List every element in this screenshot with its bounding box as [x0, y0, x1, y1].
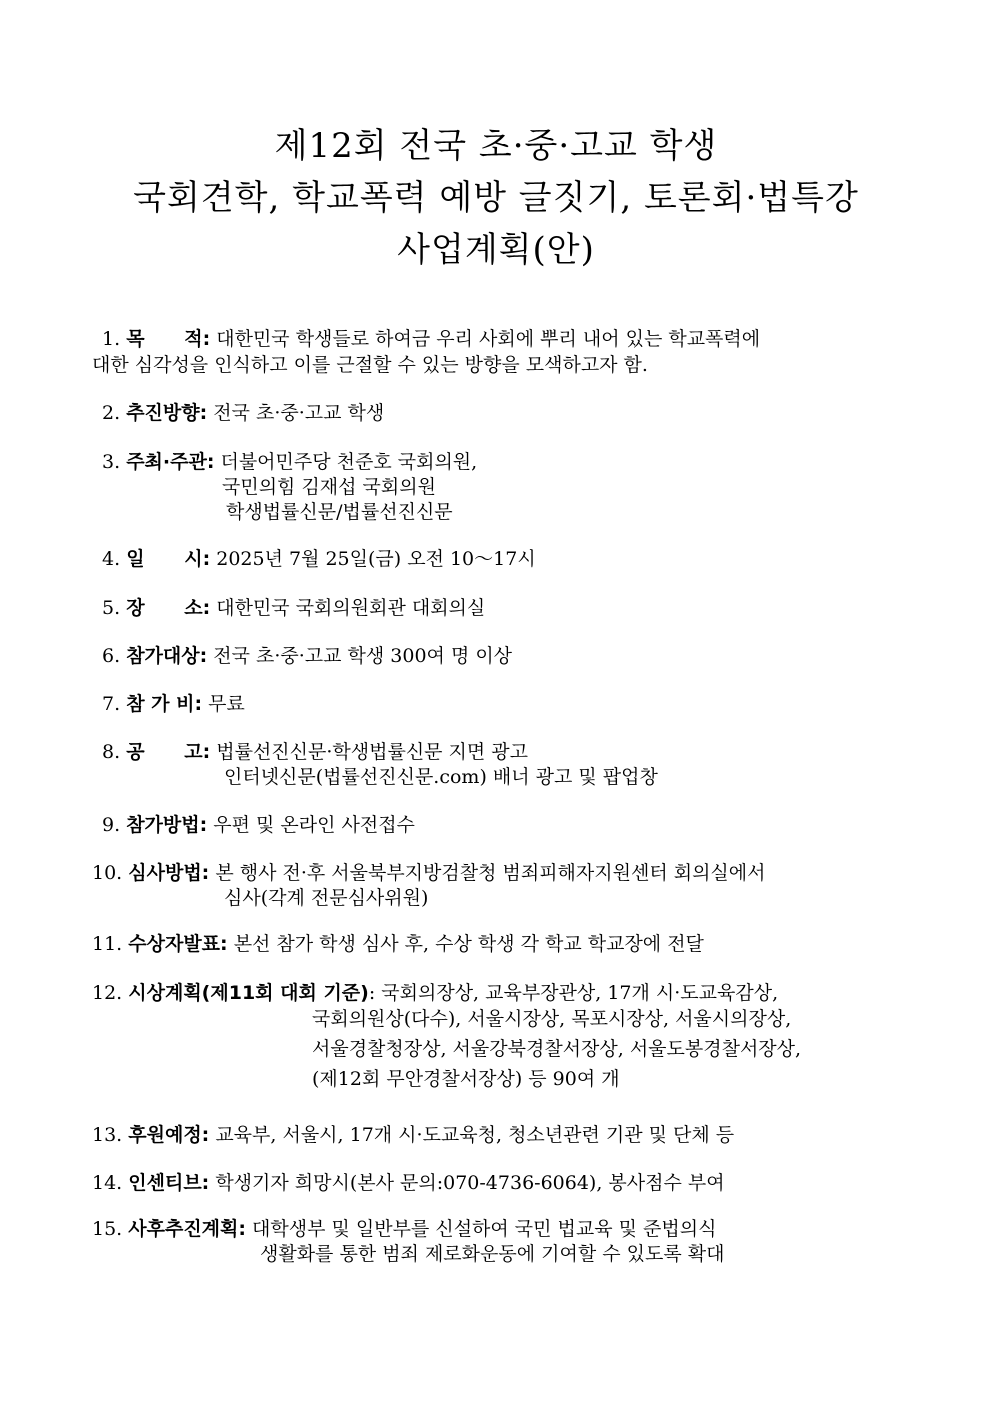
item-fee — [92, 691, 872, 717]
item-label: 일 시: — [126, 548, 211, 570]
item-judging — [92, 860, 872, 886]
item-label: 장 소: — [126, 597, 211, 619]
item-number: 14. — [92, 1172, 123, 1194]
item-number: 2. — [102, 402, 121, 424]
item-line: 대한민국 국회의원회관 대회의실 — [216, 597, 486, 619]
item-direction — [92, 400, 872, 426]
item-organizer — [92, 449, 872, 475]
item-line: 서울경찰청장상, 서울강북경찰서장상, 서울도봉경찰서장상, — [312, 1038, 802, 1060]
item-number: 5. — [102, 597, 121, 619]
item-number: 1. — [102, 328, 121, 350]
title-line-2: 국회견학, 학교폭력 예방 글짓기, 토론회·법특강 — [133, 178, 859, 218]
item-method — [92, 812, 872, 838]
item-participants — [92, 643, 872, 669]
item-followup — [92, 1216, 872, 1242]
item-line: 인터넷신문(법률선진신문.com) 배너 광고 및 팝업창 — [224, 766, 658, 788]
item-line: 대한 심각성을 인식하고 이를 근절할 수 있는 방향을 모색하고자 함. — [92, 354, 648, 376]
item-line: : 국회의장상, 교육부장관상, 17개 시·도교육감상, — [368, 982, 779, 1004]
item-label: 목 적: — [126, 328, 211, 350]
item-number: 11. — [92, 933, 123, 955]
item-line: 본선 참가 학생 심사 후, 수상 학생 각 학교 학교장에 전달 — [233, 933, 704, 955]
item-number: 7. — [102, 693, 121, 715]
item-line: 법률선진신문·학생법률신문 지면 광고 — [216, 741, 529, 763]
item-line: 전국 초·중·고교 학생 — [213, 402, 385, 424]
item-line: 생활화를 통한 범죄 제로화운동에 기여할 수 있도록 확대 — [260, 1243, 725, 1265]
item-number: 4. — [102, 548, 121, 570]
item-label: 참가대상: — [126, 645, 208, 667]
item-label: 인센티브: — [128, 1172, 210, 1194]
item-line: 우편 및 온라인 사전접수 — [213, 814, 415, 836]
item-purpose — [92, 326, 872, 352]
item-line: 전국 초·중·고교 학생 300여 명 이상 — [213, 645, 513, 667]
title-line-3: 사업계획(안) — [397, 230, 595, 270]
item-line: 국회의원상(다수), 서울시장상, 목포시장상, 서울시의장상, — [312, 1008, 792, 1030]
item-label: 수상자발표: — [128, 933, 228, 955]
item-place — [92, 595, 872, 621]
item-incentive — [92, 1170, 872, 1196]
item-number: 12. — [92, 982, 123, 1004]
item-line: 학생법률신문/법률선진신문 — [226, 501, 453, 523]
item-label: 참가방법: — [126, 814, 208, 836]
item-line: 심사(각계 전문심사위원) — [224, 887, 429, 909]
item-awards — [92, 980, 872, 1006]
item-line: 본 행사 전·후 서울북부지방검찰청 범죄피해자지원센터 회의실에서 — [215, 862, 766, 884]
item-label: 후원예정: — [128, 1124, 210, 1146]
item-number: 8. — [102, 741, 121, 763]
item-label: 공 고: — [126, 741, 211, 763]
item-number: 13. — [92, 1124, 123, 1146]
item-line: 대학생부 및 일반부를 신설하여 국민 법교육 및 준법의식 — [252, 1218, 717, 1240]
item-line: 무료 — [208, 693, 245, 715]
item-number: 3. — [102, 451, 121, 473]
item-label: 주최·주관: — [126, 451, 215, 473]
item-notice — [92, 739, 872, 765]
item-label: 심사방법: — [128, 862, 210, 884]
item-label: 참 가 비: — [126, 693, 203, 715]
item-line: 2025년 7월 25일(금) 오전 10～17시 — [216, 548, 536, 570]
item-number: 9. — [102, 814, 121, 836]
item-line: 국민의힘 김재섭 국회의원 — [222, 476, 436, 498]
item-line: 더불어민주당 천준호 국회의원, — [220, 451, 478, 473]
item-line: 학생기자 희망시(본사 문의:070-4736-6064), 봉사점수 부여 — [215, 1172, 725, 1194]
title-line-1: 제12회 전국 초·중·고교 학생 — [274, 126, 718, 166]
item-line: 대한민국 학생들로 하여금 우리 사회에 뿌리 내어 있는 학교폭력에 — [216, 328, 761, 350]
item-date — [92, 546, 872, 572]
item-line: (제12회 무안경찰서장상) 등 90여 개 — [312, 1068, 620, 1090]
item-sponsor — [92, 1122, 872, 1148]
item-number: 6. — [102, 645, 121, 667]
item-label: 추진방향: — [126, 402, 208, 424]
item-number: 10. — [92, 862, 123, 884]
item-line: 교육부, 서울시, 17개 시·도교육청, 청소년관련 기관 및 단체 등 — [215, 1124, 735, 1146]
item-number: 15. — [92, 1218, 123, 1240]
item-label: 시상계획(제11회 대회 기준) — [128, 982, 369, 1004]
item-label: 사후추진계획: — [128, 1218, 246, 1240]
item-winners — [92, 931, 872, 957]
